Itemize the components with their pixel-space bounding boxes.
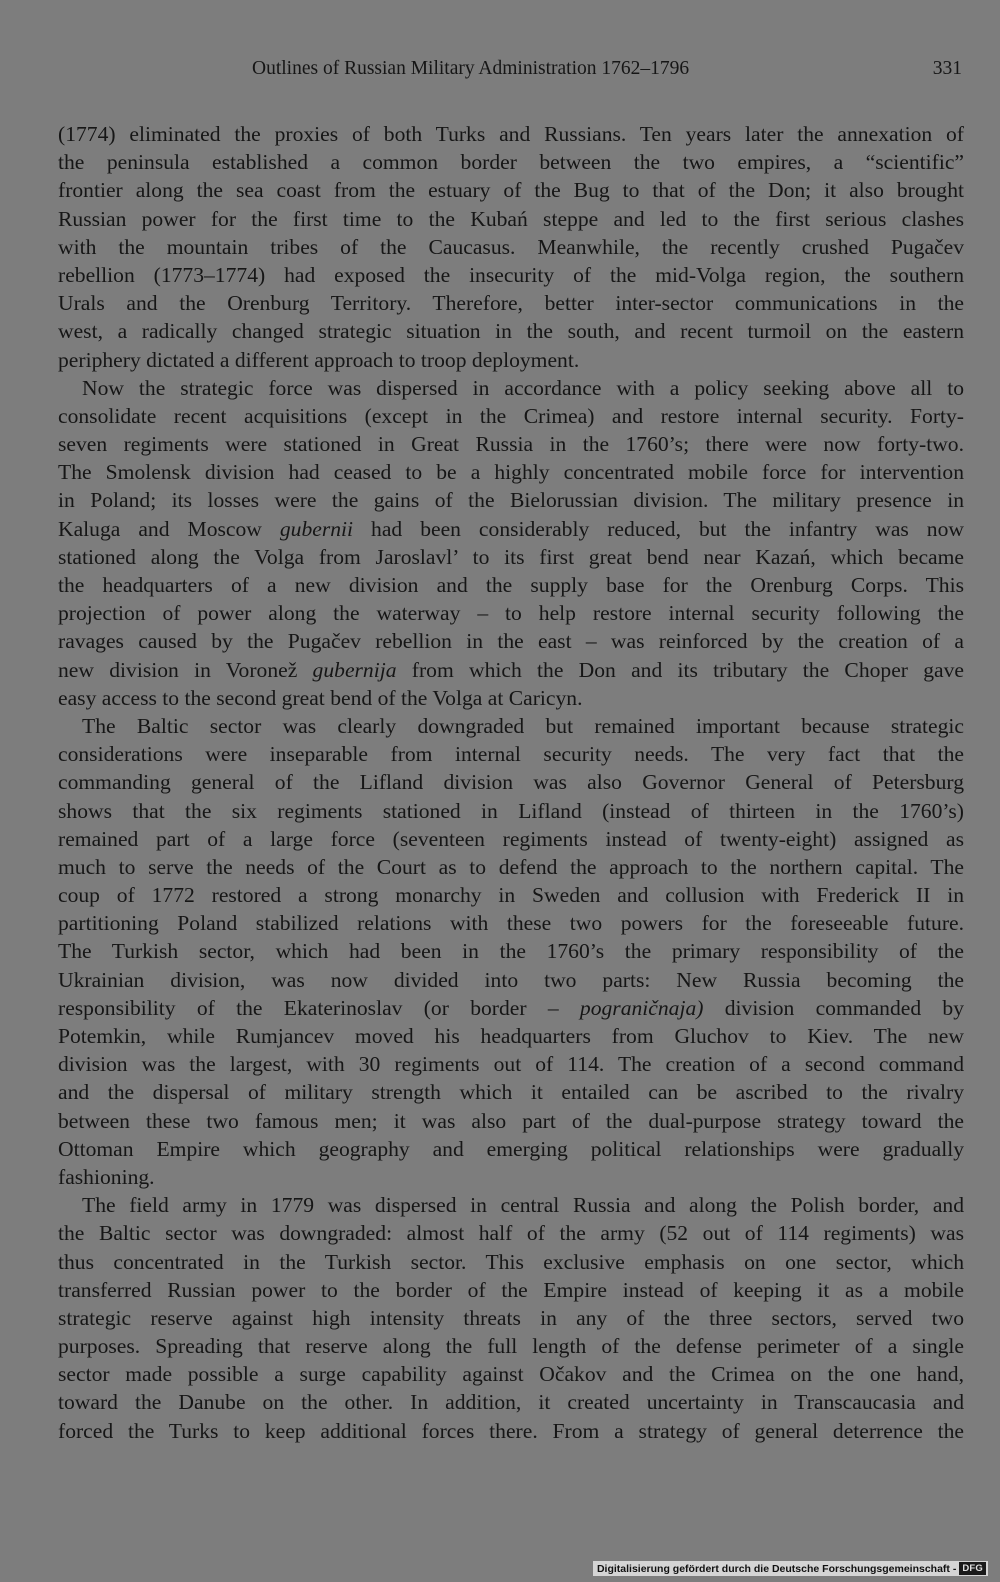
text-segment: periphery dictated a different approach to troop deployment. [58,347,580,372]
text-line [58,909,964,937]
text-segment: ravages caused by the Pugačev rebellion in the east – was reinforced by the creation of a [58,629,964,654]
text-segment: Now the strategic force was dispersed in accordance with a policy seeking above all to [82,375,964,400]
text-segment: the Baltic sector was downgraded: almost half of the army (52 out of 114 regiments) was [58,1221,964,1246]
text-line [58,768,964,796]
text-line [58,656,964,684]
text-segment: coup of 1772 restored a strong monarchy in Sweden and collusion with Frederick II in [58,883,964,908]
text-line [58,1276,964,1304]
text-line [58,176,964,204]
text-segment: consolidate recent acquisitions (except in the Crimea) and restore internal security. Forty- [58,403,964,428]
text-segment: stationed along the Volga from Jaroslavl’ to its first great bend near Kazań, which became [58,544,964,569]
text-line [58,1417,964,1445]
italic-term: gubernii [279,516,354,541]
text-segment: with the mountain tribes of the Caucasus. Meanwhile, the recently crushed Pugačev [58,234,964,259]
text-segment: in Poland; its losses were the gains of the Bielorussian division. The military presence in [58,488,964,513]
text-segment: shows that the six regiments stationed in Lifland (instead of thirteen in the 1760’s) [58,798,964,823]
text-line [58,515,964,543]
text-segment: rebellion (1773–1774) had exposed the insecurity of the mid-Volga region, the southern [58,262,964,287]
text-segment: (1774) eliminated the proxies of both Turks and Russians. Ten years later the annexation of [58,122,964,146]
text-line [58,1107,964,1135]
text-segment: considerations were inseparable from internal security needs. The very fact that the [58,742,964,767]
text-line [58,430,964,458]
dfg-logo: DFG [959,1562,986,1575]
text-line [58,1388,964,1416]
text-line [58,148,964,176]
text-segment: frontier along the sea coast from the estuary of the Bug to that of the Don; it also brought [58,178,964,203]
text-line [58,458,964,486]
text-line [58,825,964,853]
italic-term: pograničnaja) [579,995,704,1020]
text-line [58,627,964,655]
text-line [58,543,964,571]
text-line [58,402,964,430]
text-segment: much to serve the needs of the Court as to defend the approach to the northern capital. The [58,854,964,879]
text-line [58,937,964,965]
text-segment: west, a radically changed strategic situation in the south, and recent turmoil on the eastern [58,319,964,344]
text-line [58,317,964,345]
funding-note: Digitalisierung gefördert durch die Deutsche Forschungsgemeinschaft - [596,1562,957,1575]
text-line [58,1135,964,1163]
text-segment: projection of power along the waterway – to help restore internal security following the [58,601,964,626]
text-line [58,289,964,317]
text-segment: easy access to the second great bend of the Volga at Caricyn. [58,685,583,710]
text-segment: Ottoman Empire which geography and emerging political relationships were gradually [58,1136,964,1161]
text-segment: new division in Voronež [58,657,313,682]
text-line [58,120,964,148]
text-segment: The field army in 1779 was dispersed in central Russia and along the Polish border, and [82,1193,964,1218]
text-segment: The Smolensk division had ceased to be a highly concentrated mobile force for intervention [58,460,964,485]
text-segment: commanding general of the Lifland division was also Governor General of Petersburg [58,770,964,795]
text-segment: The Turkish sector, which had been in the 1760’s the primary responsibility of the [58,939,964,964]
text-segment: the headquarters of a new division and the supply base for the Orenburg Corps. This [58,573,964,597]
text-line [58,346,964,374]
text-segment: responsibility of the Ekaterinoslav (or border – [58,995,580,1020]
text-line [58,1050,964,1078]
text-line [58,261,964,289]
text-line [58,1332,964,1360]
text-line [58,853,964,881]
text-segment: Ukrainian division, was now divided into two parts: New Russia becoming the [58,967,964,992]
text-segment: division was the largest, with 30 regiments out of 114. The creation of a second command [58,1052,964,1077]
text-segment: Kaluga and Moscow [58,516,280,541]
text-segment: partitioning Poland stabilized relations with these two powers for the foreseeable future. [58,911,964,936]
text-line [58,1078,964,1106]
body-text [58,120,964,1445]
text-segment: transferred Russian power to the border of the Empire instead of keeping it as a mobile [58,1277,964,1302]
text-segment: The Baltic sector was clearly downgraded but remained important because strategic [82,713,964,738]
text-line [58,374,964,402]
text-segment: toward the Danube on the other. In addition, it created uncertainty in Transcaucasia and [58,1390,964,1415]
italic-term: gubernija [312,657,397,682]
text-segment: from which the Don and its tributary the Choper gave [396,657,965,682]
text-line [58,1022,964,1050]
text-segment: between these two famous men; it was also part of the dual-purpose strategy toward the [58,1108,964,1133]
text-line [58,571,964,599]
text-line [58,1191,964,1219]
text-line [58,1163,964,1191]
text-line [58,599,964,627]
text-line [58,684,964,712]
text-segment: the peninsula established a common border between the two empires, a “scientific” [58,150,964,175]
text-segment: seven regiments were stationed in Great Russia in the 1760’s; there were now forty-two. [58,432,964,457]
text-line [58,1360,964,1388]
text-segment: sector made possible a surge capability against Očakov and the Crimea on the one hand, [58,1362,964,1387]
text-segment: and the dispersal of military strength which it entailed can be ascribed to the rivalry [58,1080,964,1105]
text-line [58,1304,964,1332]
text-segment: purposes. Spreading that reserve along the full length of the defense perimeter of a single [58,1334,964,1359]
text-segment: Potemkin, while Rumjancev moved his headquarters from Gluchov to Kiev. The new [58,1024,964,1048]
text-segment: thus concentrated in the Turkish sector. This exclusive emphasis on one sector, which [58,1249,964,1274]
text-line [58,1219,964,1247]
text-segment: Russian power for the first time to the Kubań steppe and led to the first serious clashes [58,206,964,231]
text-segment: had been considerably reduced, but the infantry was now [353,516,964,541]
page-number: 331 [932,58,962,79]
text-line [58,966,964,994]
text-line [58,486,964,514]
text-segment: remained part of a large force (seventeen regiments instead of twenty-eight) assigned as [58,826,964,851]
text-segment: forced the Turks to keep additional forces there. From a strategy of general deterrence the [58,1418,964,1443]
text-segment: fashioning. [58,1164,155,1189]
text-line [58,994,964,1022]
text-line [58,233,964,261]
text-line [58,205,964,233]
text-line [58,740,964,768]
running-head: Outlines of Russian Military Administration 1762–1796 [252,58,690,79]
text-line [58,1248,964,1276]
text-segment: strategic reserve against high intensity threats in any of the three sectors, served two [58,1305,964,1330]
text-segment: division commanded by [703,995,965,1020]
text-line [58,712,964,740]
footer [593,1561,988,1576]
text-line [58,797,964,825]
text-segment: Urals and the Orenburg Territory. Therefore, better inter-sector communications in the [58,291,964,316]
text-line [58,881,964,909]
